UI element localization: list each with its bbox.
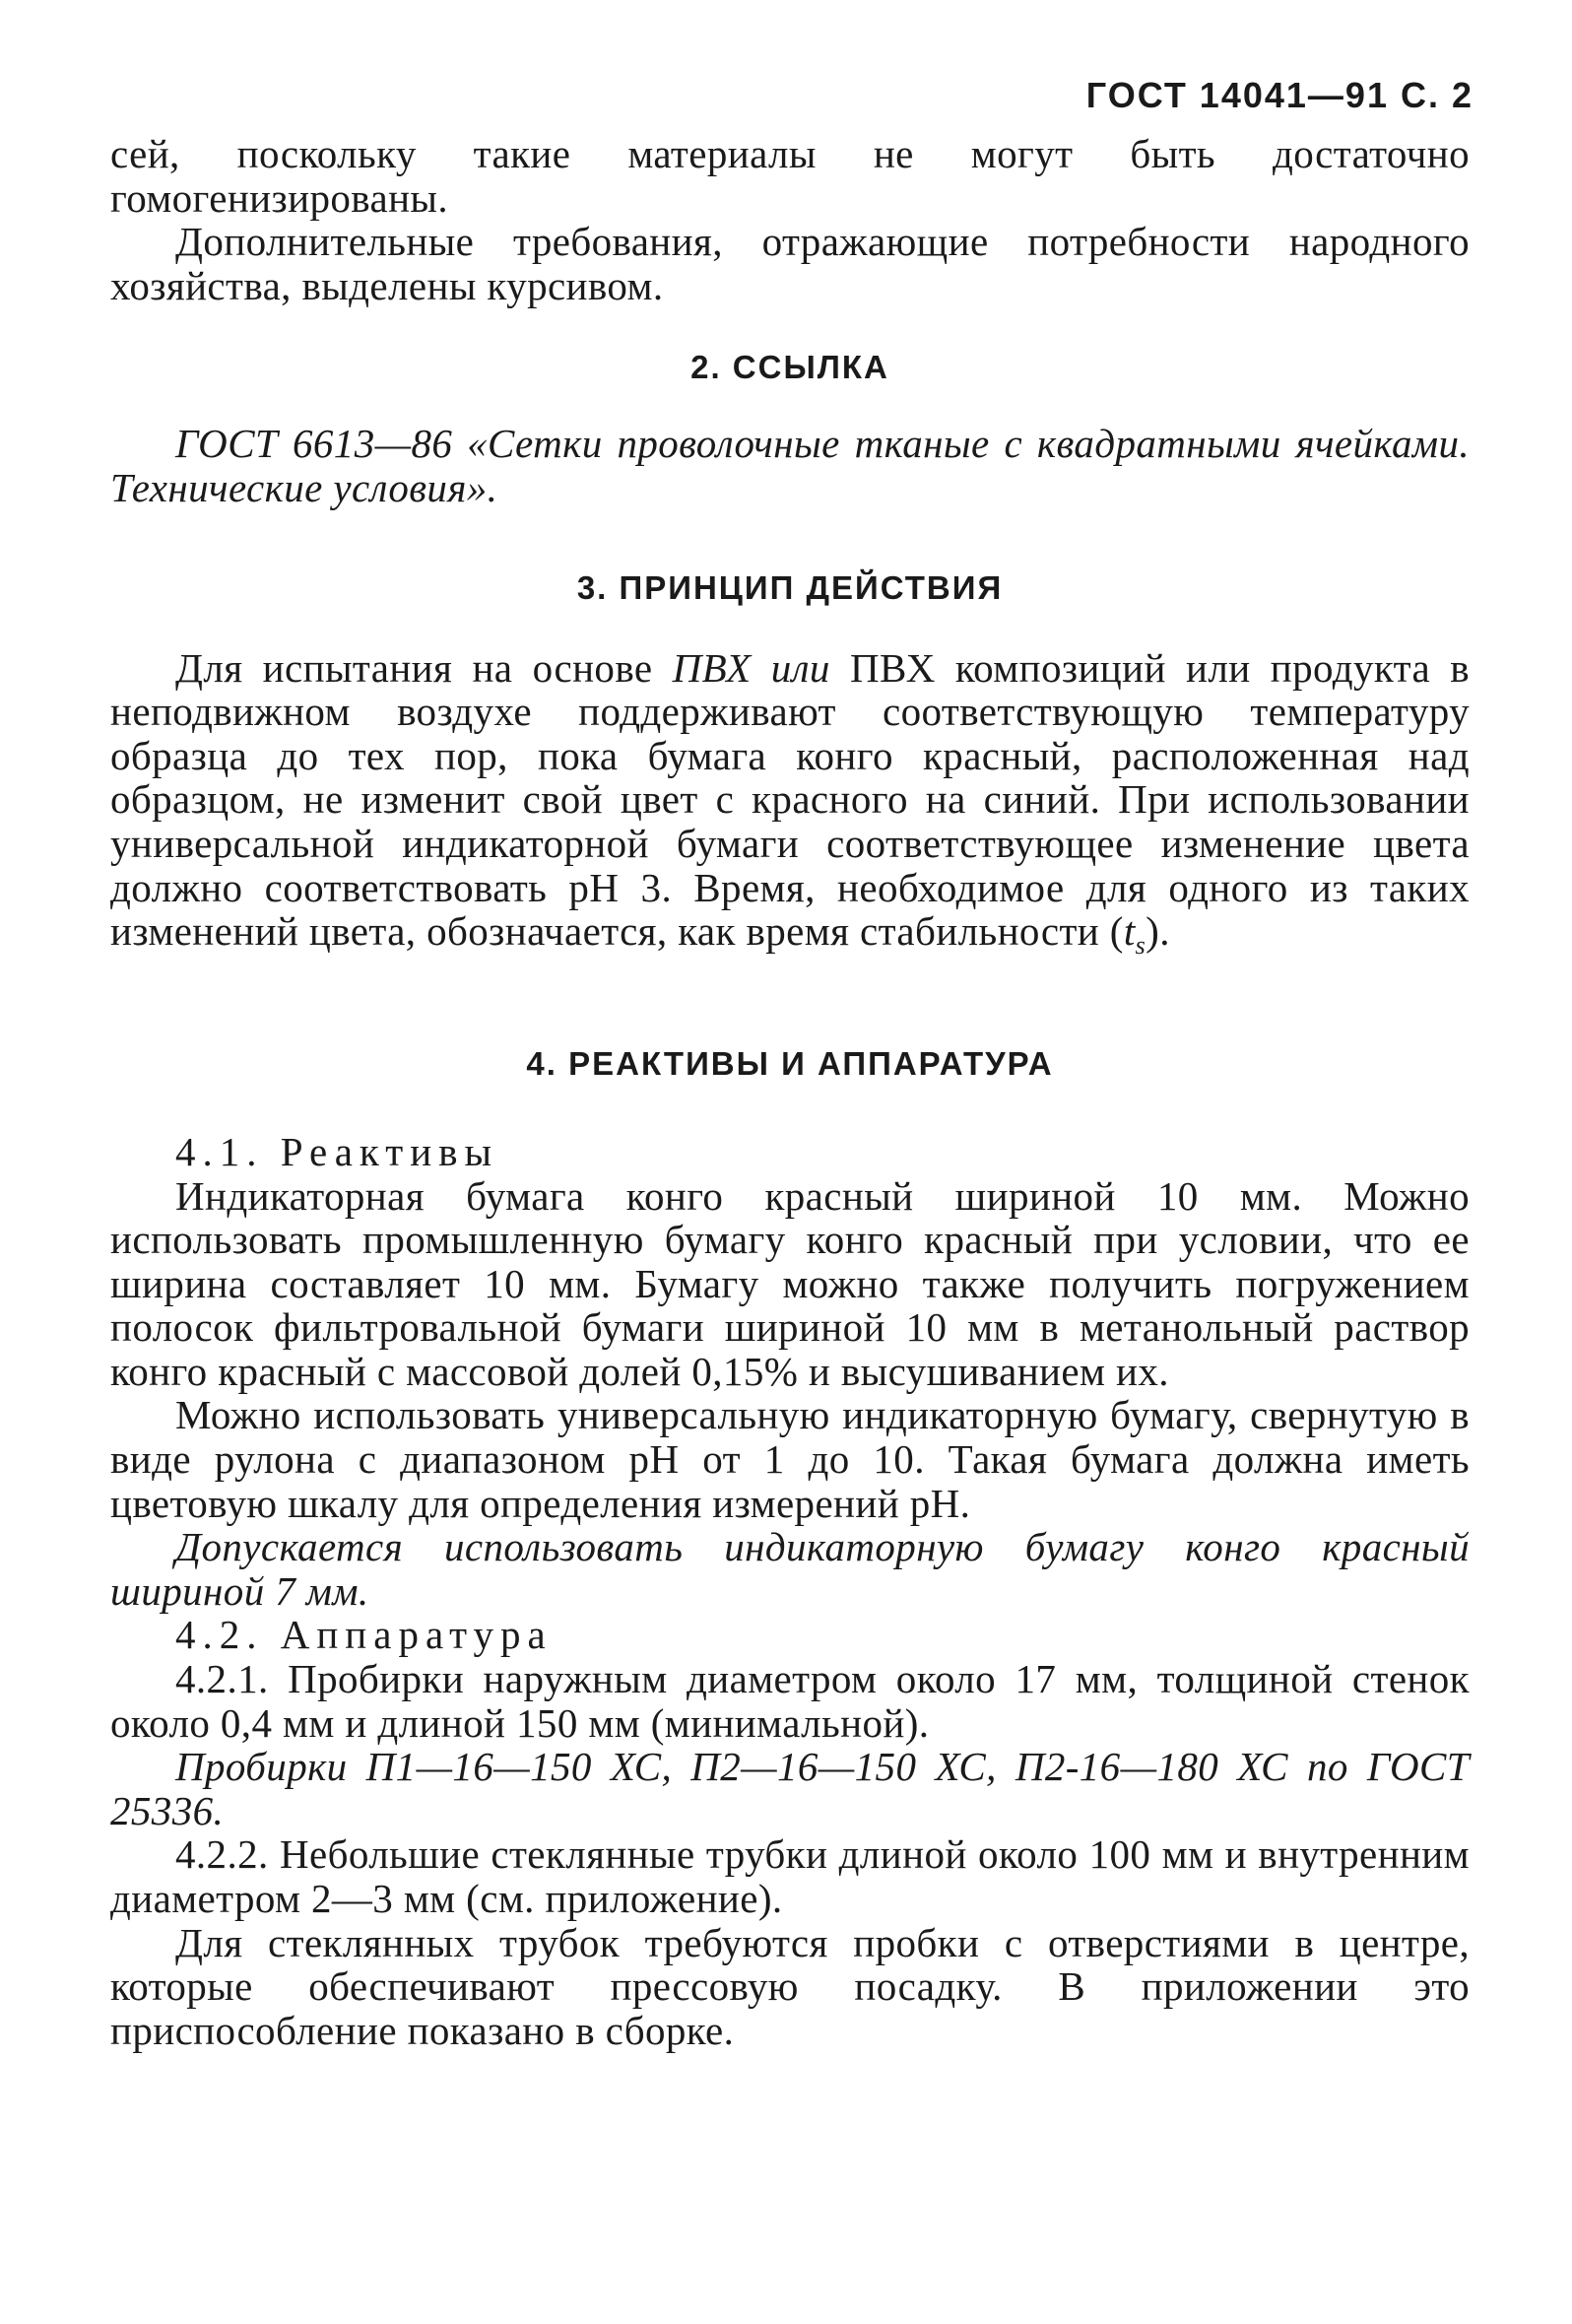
section-3-symbol-subscript: s <box>1135 931 1146 961</box>
clause-4-2-1-italic: Пробирки П1—16—150 ХС, П2—16—150 ХС, П2-16—180 ХС по ГОСТ 25336. <box>110 1744 1470 1833</box>
subsection-4-1-paragraph-1: Индикаторная бумага конго красный шириной 10 мм. Можно использовать промышленную бумагу конго красный при условии, что ее ширина составляет 10 мм. Бумагу можно также получить погружением полосок фильтровальной бумаги шириной 10 мм в метанольный раствор конго красный с массовой долей 0,15% и высушиванием их. <box>110 1172 1470 1394</box>
subsection-4-1-paragraph-2: Можно использовать универсальную индикаторную бумагу, свернутую в виде рулона с диапазоном pH от 1 до 10. Такая бумага должна иметь цветовую шкалу для определения измерений pH. <box>110 1392 1470 1526</box>
section-3-text-c: ПВХ композиций или продукта в неподвижном воздухе поддерживают соответствующую температуру образца до тех пор, пока бумага конго красный, расположенная над образцом, не изменит свой цвет с красного на синий. При использовании универсальной индикаторной бумаги соответствующее изменение цвета должно соответствовать pH 3. Время, необходимое для одного из таких изменений цвета, обозначается, как время стабильности ( <box>110 644 1470 955</box>
section-3-paragraph <box>110 646 1470 968</box>
section-2-reference: ГОСТ 6613—86 «Сетки проволочные тканые с квадратными ячейками. Технические условия». <box>110 421 1470 510</box>
section-3-text-b: ПВХ или <box>672 644 830 691</box>
section-2-heading: 2. ССЫЛКА <box>690 349 889 386</box>
clause-4-2-1: 4.2.1. Пробирки наружным диаметром около 17 мм, толщиной стенок около 0,4 мм и длиной 150 мм (минимальной). <box>110 1656 1470 1746</box>
section-3-symbol-t: t <box>1123 908 1136 955</box>
intro-paragraph-2: Дополнительные требования, отражающие потребности народного хозяйства, выделены курсивом. <box>110 219 1470 308</box>
section-3-heading: 3. ПРИНЦИП ДЕЙСТВИЯ <box>576 568 1004 606</box>
clause-4-2-2: 4.2.2. Небольшие стеклянные трубки длиной около 100 мм и внутренним диаметром 2—3 мм (см. приложение). <box>110 1831 1470 1921</box>
intro-paragraph-1: сей, поскольку такие материалы не могут быть достаточно гомогенизированы. <box>110 131 1470 221</box>
page <box>110 59 1474 2053</box>
clause-4-2-2-paragraph-2: Для стеклянных трубок требуются пробки с отверстиями в центре, которые обеспечивают прессовую посадку. В приложении это приспособление показано в сборке. <box>110 1919 1470 2053</box>
subsection-4-2-title: 4.2. Аппаратура <box>175 1612 553 1658</box>
subsection-4-1-paragraph-3: Допускается использовать индикаторную бумагу конго красный шириной 7 мм. <box>110 1524 1470 1614</box>
subsection-4-1-title: 4.1. Реактивы <box>175 1128 499 1174</box>
page-header: ГОСТ 14041—91 С. 2 <box>1085 75 1474 115</box>
section-3-text-f: ). <box>1146 908 1170 955</box>
section-4-heading: 4. РЕАКТИВЫ И АППАРАТУРА <box>526 1044 1054 1082</box>
section-3-text-a: Для испытания на основе <box>175 644 673 691</box>
